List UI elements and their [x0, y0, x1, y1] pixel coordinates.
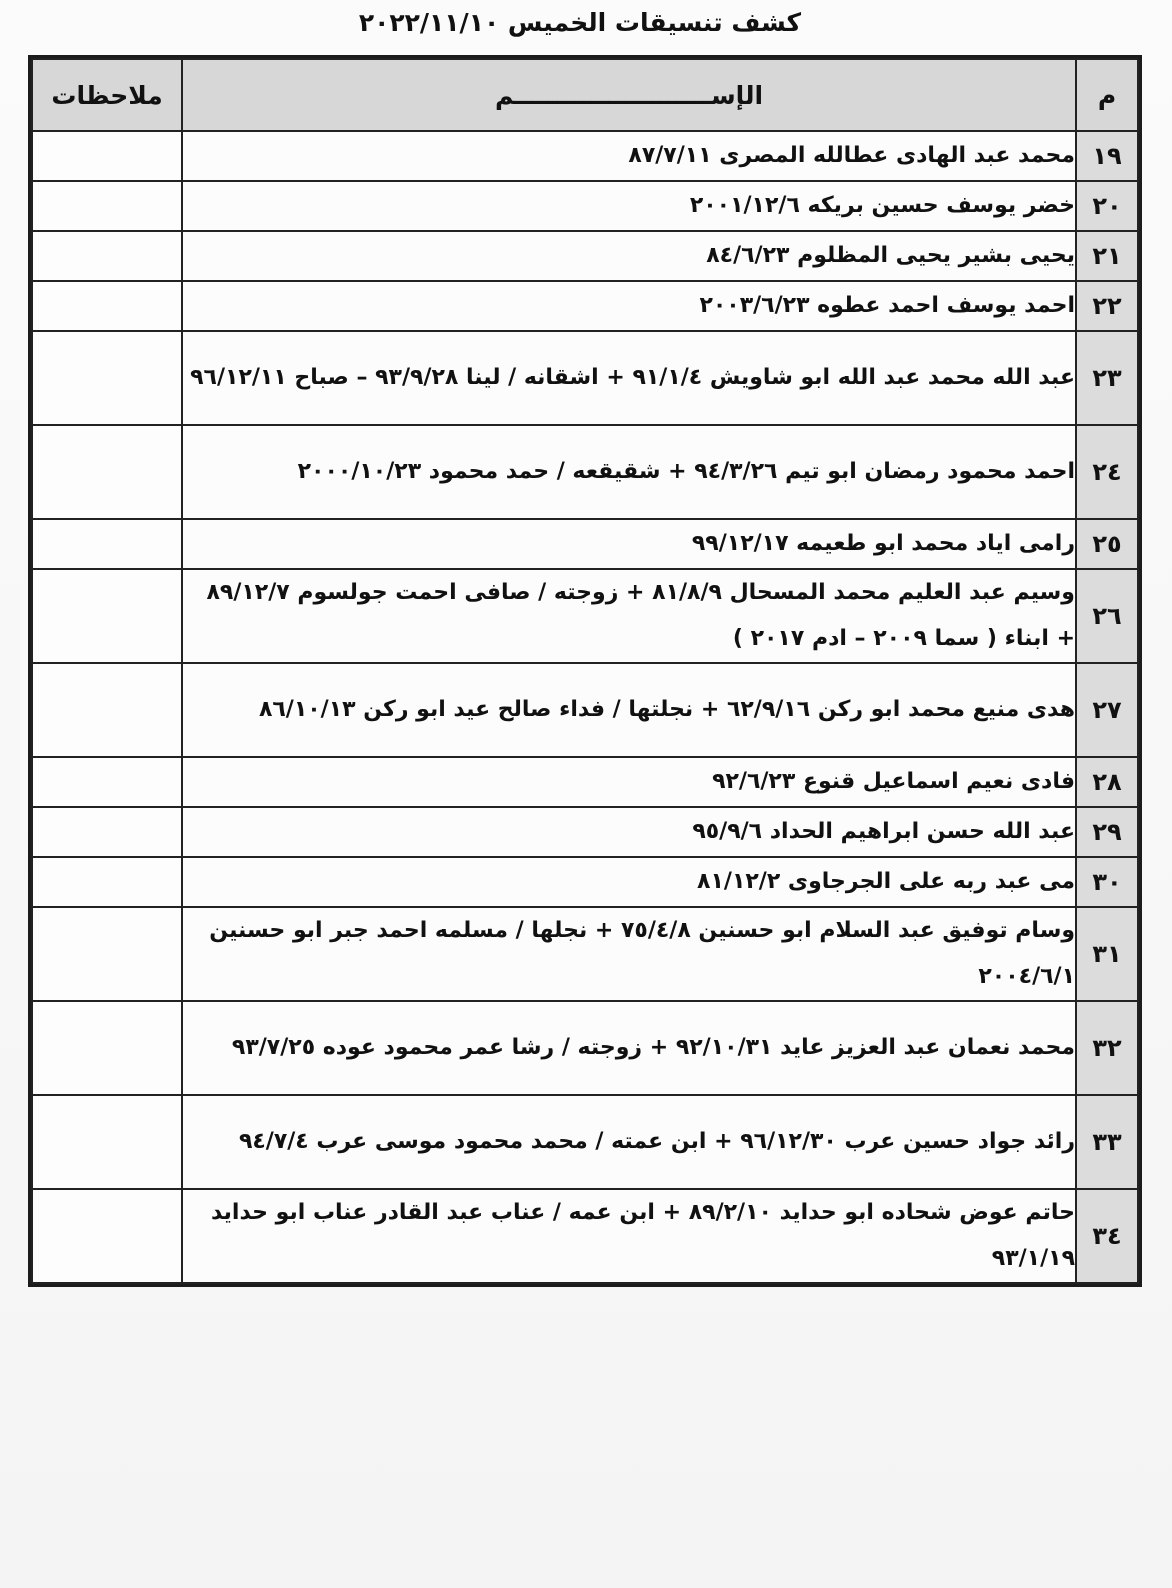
row-name: خضر يوسف حسين بريكه ٢٠٠١/١٢/٦: [182, 181, 1076, 231]
row-notes: [32, 181, 182, 231]
table-row: [32, 281, 1138, 331]
row-name: رائد جواد حسين عرب ٩٦/١٢/٣٠ + ابن عمته / محمد محمود موسى عرب ٩٤/٧/٤: [182, 1095, 1076, 1189]
row-name: احمد يوسف احمد عطوه ٢٠٠٣/٦/٢٣: [182, 281, 1076, 331]
header-number: م: [1076, 59, 1138, 131]
row-number: ٣٤: [1076, 1189, 1138, 1283]
row-notes: [32, 331, 182, 425]
table-row: [32, 907, 1138, 1001]
row-number: ٢٧: [1076, 663, 1138, 757]
row-name: وسيم عبد العليم محمد المسحال ٨١/٨/٩ + زوجته / صافى احمت جولسوم ٨٩/١٢/٧ + ابناء ( سما ٢٠٠٩ – ادم ٢٠١٧ ): [182, 569, 1076, 663]
row-name: هدى منيع محمد ابو ركن ٦٢/٩/١٦ + نجلتها / فداء صالح عيد ابو ركن ٨٦/١٠/١٣: [182, 663, 1076, 757]
row-number: ٢٥: [1076, 519, 1138, 569]
row-number: ١٩: [1076, 131, 1138, 181]
row-name: رامى اياد محمد ابو طعيمه ٩٩/١٢/١٧: [182, 519, 1076, 569]
row-notes: [32, 519, 182, 569]
row-notes: [32, 757, 182, 807]
row-notes: [32, 281, 182, 331]
row-number: ٢٩: [1076, 807, 1138, 857]
row-notes: [32, 131, 182, 181]
table-row: [32, 425, 1138, 519]
table-row: [32, 1095, 1138, 1189]
row-name: عبد الله حسن ابراهيم الحداد ٩٥/٩/٦: [182, 807, 1076, 857]
row-notes: [32, 857, 182, 907]
table-row: [32, 331, 1138, 425]
row-number: ٢١: [1076, 231, 1138, 281]
row-number: ٣١: [1076, 907, 1138, 1001]
roster-table: [31, 58, 1139, 1284]
row-number: ٣٣: [1076, 1095, 1138, 1189]
row-number: ٢٤: [1076, 425, 1138, 519]
table-header-row: [32, 59, 1138, 131]
table-body: [32, 131, 1138, 1283]
row-notes: [32, 1095, 182, 1189]
table-row: [32, 807, 1138, 857]
row-notes: [32, 807, 182, 857]
row-notes: [32, 425, 182, 519]
header-name: [182, 59, 1076, 131]
row-notes: [32, 663, 182, 757]
row-name: محمد عبد الهادى عطالله المصرى ٨٧/٧/١١: [182, 131, 1076, 181]
table-row: [32, 1001, 1138, 1095]
table-row: [32, 857, 1138, 907]
row-name: يحيى بشير يحيى المظلوم ٨٤/٦/٢٣: [182, 231, 1076, 281]
row-name: وسام توفيق عبد السلام ابو حسنين ٧٥/٤/٨ + نجلها / مسلمه احمد جبر ابو حسنين ٢٠٠٤/٦/١: [182, 907, 1076, 1001]
table-row: [32, 663, 1138, 757]
page-title: كشف تنسيقات الخميس ٢٠٢٢/١١/١٠: [358, 8, 802, 37]
row-name: مى عبد ربه على الجرجاوى ٨١/١٢/٢: [182, 857, 1076, 907]
roster-table-frame: [28, 55, 1142, 1287]
header-name-label: الإســـــــــــــــــــــــم: [494, 80, 764, 110]
table-row: [32, 569, 1138, 663]
row-name: فادى نعيم اسماعيل قنوع ٩٢/٦/٢٣: [182, 757, 1076, 807]
table-row: [32, 131, 1138, 181]
header-notes: ملاحظات: [32, 59, 182, 131]
row-number: ٢٢: [1076, 281, 1138, 331]
row-name: احمد محمود رمضان ابو تيم ٩٤/٣/٢٦ + شقيقعه / حمد محمود ٢٠٠٠/١٠/٢٣: [182, 425, 1076, 519]
row-number: ٣٠: [1076, 857, 1138, 907]
row-number: ٢٦: [1076, 569, 1138, 663]
row-notes: [32, 569, 182, 663]
row-notes: [32, 1001, 182, 1095]
table-row: [32, 1189, 1138, 1283]
table-row: [32, 181, 1138, 231]
row-notes: [32, 907, 182, 1001]
row-name: عبد الله محمد عبد الله ابو شاويش ٩١/١/٤ + اشقانه / لينا ٩٣/٩/٢٨ – صباح ٩٦/١٢/١١: [182, 331, 1076, 425]
row-number: ٢٠: [1076, 181, 1138, 231]
table-row: [32, 519, 1138, 569]
table-row: [32, 231, 1138, 281]
row-name: محمد نعمان عبد العزيز عايد ٩٢/١٠/٣١ + زوجته / رشا عمر محمود عوده ٩٣/٧/٢٥: [182, 1001, 1076, 1095]
row-notes: [32, 1189, 182, 1283]
row-name: حاتم عوض شحاده ابو حدايد ٨٩/٢/١٠ + ابن عمه / عناب عبد القادر عناب ابو حدايد ٩٣/١/١٩: [182, 1189, 1076, 1283]
row-number: ٣٢: [1076, 1001, 1138, 1095]
row-notes: [32, 231, 182, 281]
row-number: ٢٨: [1076, 757, 1138, 807]
row-number: ٢٣: [1076, 331, 1138, 425]
table-row: [32, 757, 1138, 807]
